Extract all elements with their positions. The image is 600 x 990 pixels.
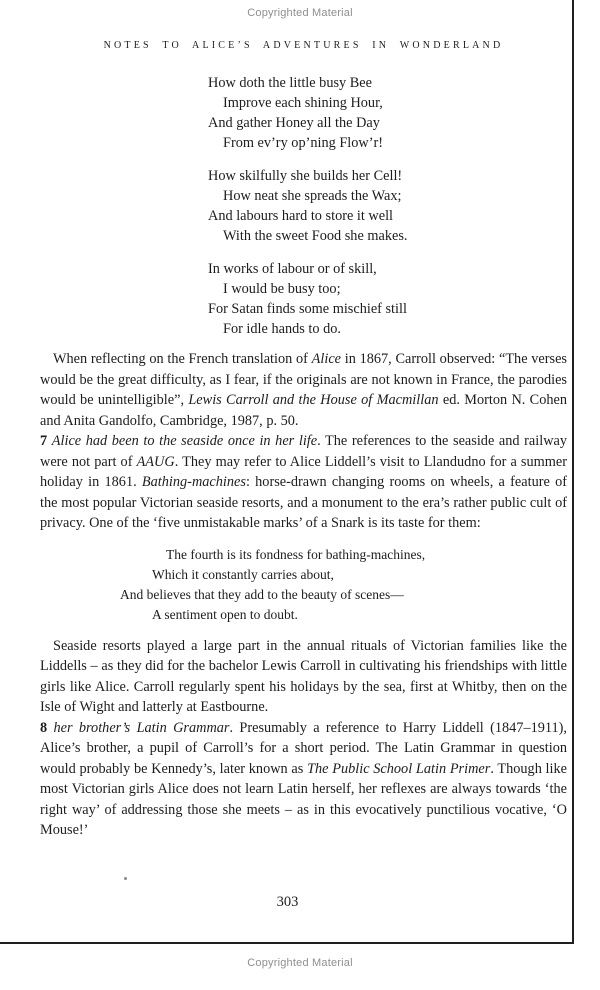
poem-line: And gather Honey all the Day: [208, 115, 380, 131]
note-8: 8 her brother’s Latin Grammar. Presumably a reference to Harry Liddell (1847–1911), Alice’s brother, a pupil of Carroll’s for a short period. The Latin Grammar in question would probably be Kennedy’s, later known as The Public School Latin Primer. Though like most Victorian girls Alice does not learn Latin herself, her reflexes are always towards ‘the right way’ of addressing those she meets – as in this evocatively punctilious vocative, ‘O Mouse!’: [40, 719, 567, 838]
copyright-banner-bottom: Copyrighted Material: [247, 957, 353, 969]
poem-line: How doth the little busy Bee: [208, 75, 372, 91]
page-edge-horizontal: [0, 942, 574, 944]
page-edge-vertical: [572, 0, 574, 943]
poem-line: Improve each shining Hour,: [223, 95, 383, 111]
note-7: 7 Alice had been to the seaside once in her life. The references to the seaside and railway were not part of AAUG. They may refer to Alice Liddell’s visit to Llandudno for a summer holiday in 1861. Bathing-machines: horse-drawn changing rooms on wheels, a feature of the most popular Victorian seaside resorts, and a monument to the era’s rather public cult of privacy. One of the ‘five unmistakable marks’ of a Snark is its taste for them:: [40, 433, 568, 531]
snark-verse: [40, 545, 567, 625]
poem-line: With the sweet Food she makes.: [223, 228, 408, 244]
poem-stanza: [208, 166, 567, 246]
poem-line: How neat she spreads the Wax;: [223, 188, 402, 204]
paragraph-carroll-observation: When reflecting on the French translation of Alice in 1867, Carroll observed: “The verses would be the great difficulty, as I fear, if the originals are not known in France, the parodies would be unintelligible”, Lewis Carroll and the House of Macmillan ed. Morton N. Cohen and Anita Gandolfo, Cambridge, 1987, p. 50.: [40, 351, 567, 429]
page-number: 303: [276, 894, 299, 910]
busy-bee-poem: [208, 73, 567, 339]
poem-line: For Satan finds some mischief still: [208, 301, 407, 317]
paragraph-seaside: Seaside resorts played a large part in the annual rituals of Victorian families like the Liddells – as they did for the bachelor Lewis Carroll in cultivating his friendships with little girls like Alice. Carroll regularly spent his holidays by the sea, first at Whitby, then on the Isle of Wight and latterly at Eastbourne.: [40, 637, 567, 715]
poem-line: How skilfully she builds her Cell!: [208, 168, 403, 184]
poem-line: And labours hard to store it well: [208, 208, 394, 224]
poem-line: In works of labour or of skill,: [208, 261, 377, 277]
verse-line: The fourth is its fondness for bathing-machines,: [166, 546, 426, 562]
poem-stanza: [208, 259, 567, 339]
running-header: NOTES TO ALICE’S ADVENTURES IN WONDERLAND: [103, 40, 504, 51]
poem-line: For idle hands to do.: [223, 321, 341, 337]
verse-line: And believes that they add to the beauty of scenes—: [120, 586, 404, 602]
verse-line: A sentiment open to doubt.: [152, 606, 298, 622]
copyright-banner-top: Copyrighted Material: [247, 7, 353, 19]
poem-line: I would be busy too;: [223, 281, 341, 297]
poem-line: From ev’ry op’ning Flow’r!: [223, 135, 384, 151]
page-content: [40, 40, 567, 841]
poem-stanza: [208, 73, 567, 153]
scan-artifact: [124, 877, 127, 880]
verse-line: Which it constantly carries about,: [152, 566, 334, 582]
